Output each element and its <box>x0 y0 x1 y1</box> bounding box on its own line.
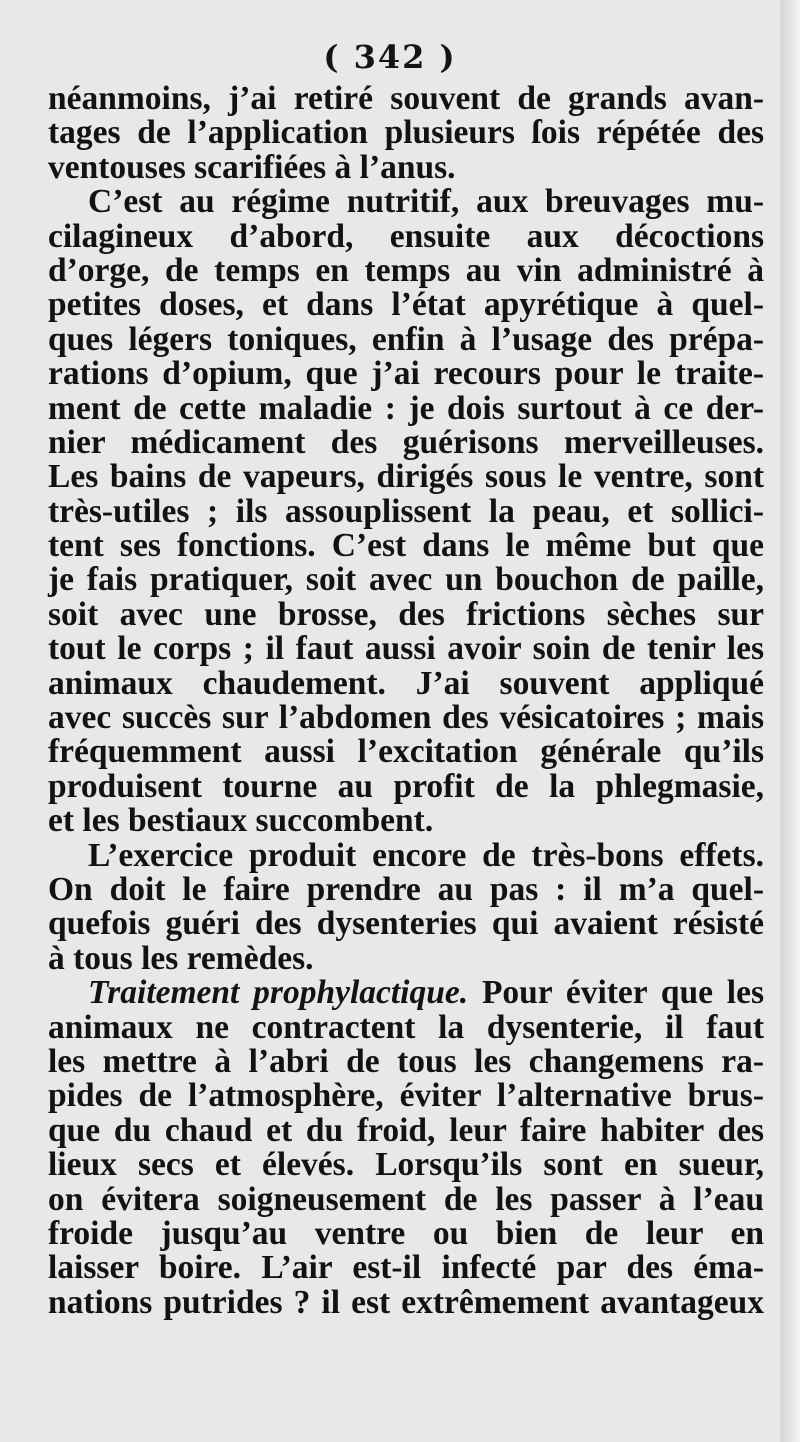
text-line-32: lieux secs et élevés. Lorsqu’ils sont en sueur, <box>48 1146 764 1184</box>
text-line-10: ment de cette maladie : je dois surtout à ce der- <box>48 389 764 427</box>
text-line-36: nations putrides ? il est extrêmement avantageux <box>48 1283 764 1321</box>
section-heading-continuation: Pour éviter que les <box>481 974 765 1012</box>
text-line-16: soit avec une brosse, des frictions sèches sur <box>48 595 764 633</box>
text-line-6: d’orge, de temps en temps au vin administré à <box>48 251 764 289</box>
text-line-12: Les bains de vapeurs, dirigés sous le ventre, sont <box>48 458 764 496</box>
section-heading: Traitement prophylactique. <box>88 974 469 1012</box>
text-line-33: on évitera soigneusement de les passer à l’eau <box>48 1180 764 1218</box>
text-line-31: que du chaud et du froid, leur faire habiter des <box>48 1111 764 1149</box>
text-line-2: tages de l’application plusieurs ſois répétée des <box>48 114 764 152</box>
text-line-25: quefois guéri des dysenteries qui avaient résisté <box>48 905 764 943</box>
text-line-19: avec succès sur l’abdomen des vésicatoires ; mais <box>48 699 764 737</box>
text-line-24: On doit le faire prendre au pas : il m’a quel- <box>48 870 764 908</box>
text-line-18: animaux chaudement. J’ai souvent appliqué <box>48 664 764 702</box>
page-number: ( 342 ) <box>323 38 457 76</box>
text-line-34: froide jusqu’au ventre ou bien de leur en <box>48 1214 764 1252</box>
text-line-30: pides de l’atmosphère, éviter l’alternative brus- <box>48 1077 764 1115</box>
text-line-21: produisent tourne au profit de la phlegmasie, <box>48 767 764 805</box>
text-line-35: laisser boire. L’air est-il infecté par des éma- <box>48 1249 764 1287</box>
body-text <box>48 82 764 1320</box>
text-line-7: petites doses, et dans l’état apyrétique à quel- <box>48 286 764 324</box>
text-line-15: je fais pratiquer, soit avec un bouchon de paille, <box>48 561 764 599</box>
text-line-4: C’est au régime nutritif, aux breuvages mu- <box>88 183 764 221</box>
text-line-20: fréquemment aussi l’excitation générale qu’ils <box>48 733 764 771</box>
text-line-1: néanmoins, j’ai retiré souvent de grands avan- <box>48 80 764 117</box>
text-line-3: ventouses scarifiées à l’anus. <box>48 148 456 186</box>
text-line-27 <box>48 976 764 1010</box>
text-line-14: tent ses fonctions. C’est dans le même but que <box>48 527 764 565</box>
text-line-29: les mettre à l’abri de tous les changemens ra- <box>48 1042 764 1080</box>
text-line-23: L’exercice produit encore de très-bons effets. <box>88 836 764 874</box>
text-line-11: nier médicament des guérisons merveilleuses. <box>48 423 764 461</box>
text-line-13: très-utiles ; ils assouplissent la peau, et sollici- <box>48 492 764 530</box>
text-line-17: tout le corps ; il faut aussi avoir soin de tenir les <box>48 630 764 668</box>
text-line-22: et les bestiaux succombent. <box>48 802 434 840</box>
text-line-9: rations d’opium, que j’ai recours pour le traite- <box>48 355 764 393</box>
text-line-5: cilagineux d’abord, ensuite aux décoctions <box>48 217 764 255</box>
text-line-26: à tous les remèdes. <box>48 939 314 977</box>
text-line-28: animaux ne contractent la dysenterie, il faut <box>48 1008 764 1046</box>
text-line-8: ques légers toniques, enfin à l’usage des prépa- <box>48 320 764 358</box>
